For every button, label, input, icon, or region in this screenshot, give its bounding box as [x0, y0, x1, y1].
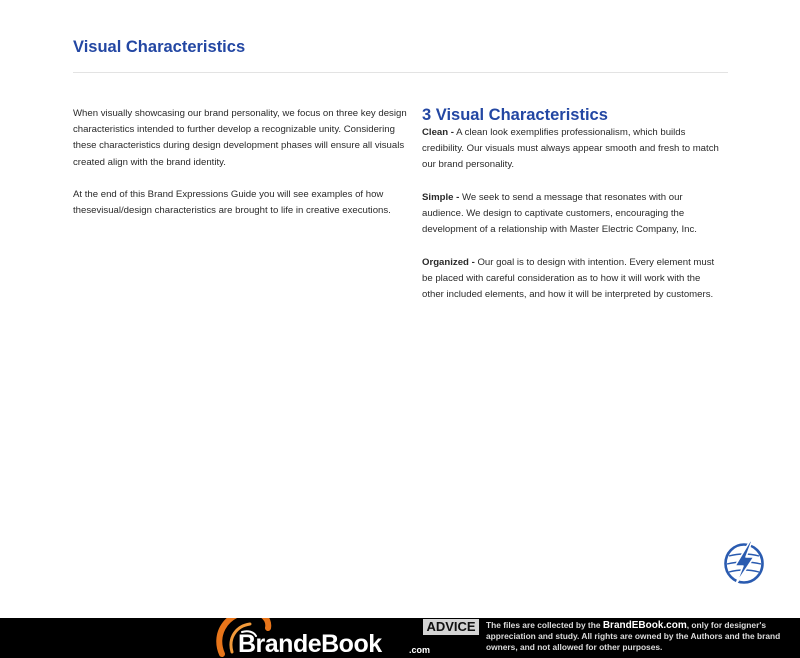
advice-label: ADVICE — [423, 619, 479, 635]
characteristic-item — [422, 255, 722, 304]
characteristics-column — [422, 105, 722, 319]
characteristic-text: A clean look exemplifies professionalism, which builds credibility. Our visuals must always appear smooth and fresh to match our brand personality. — [422, 127, 719, 171]
header-divider — [73, 72, 728, 73]
intro-paragraph: When visually showcasing our brand personality, we focus on three key design characteristics intended to further develop a recognizable unity. Considering these characteristics during design development phases will ensure all visuals created align with the brand identity. — [73, 108, 407, 168]
characteristic-item — [422, 125, 722, 174]
disclaimer-prefix: The files are collected by the — [486, 620, 603, 630]
characteristic-text: Our goal is to design with intention. Every element must be placed with careful consideration as to how it will work with the other included elements, and how it will be interpreted by customers. — [422, 256, 715, 300]
brand-wordmark-suffix: .com — [409, 645, 431, 655]
lightning-bolt-globe-icon — [723, 540, 765, 585]
characteristic-name: Simple - — [422, 191, 460, 203]
characteristics-heading: 3 Visual Characteristics — [422, 106, 608, 124]
characteristic-text: We seek to send a message that resonates with our audience. We design to captivate customers, encouraging the development of a relationship with Master Electric Company, Inc. — [422, 191, 697, 236]
disclaimer-site: BrandEBook.com — [602, 620, 687, 631]
characteristic-item — [422, 190, 722, 239]
disclaimer-suffix: , only for designer's appreciation and study. All rights are owned by the Authors and the brand owners, and not allowed for other purposes. — [486, 620, 781, 652]
footer-disclaimer — [486, 620, 796, 653]
intro-paragraph: At the end of this Brand Expressions Guide you will see examples of how thesevisual/design characteristics are brought to life in creative executions. — [73, 189, 391, 217]
characteristic-name: Clean - — [422, 127, 454, 138]
brand-wordmark: BrandeBook — [238, 630, 382, 658]
page-title: Visual Characteristics — [73, 38, 246, 56]
intro-column — [73, 106, 408, 236]
footer-banner — [0, 618, 800, 658]
characteristic-name: Organized - — [422, 256, 475, 268]
